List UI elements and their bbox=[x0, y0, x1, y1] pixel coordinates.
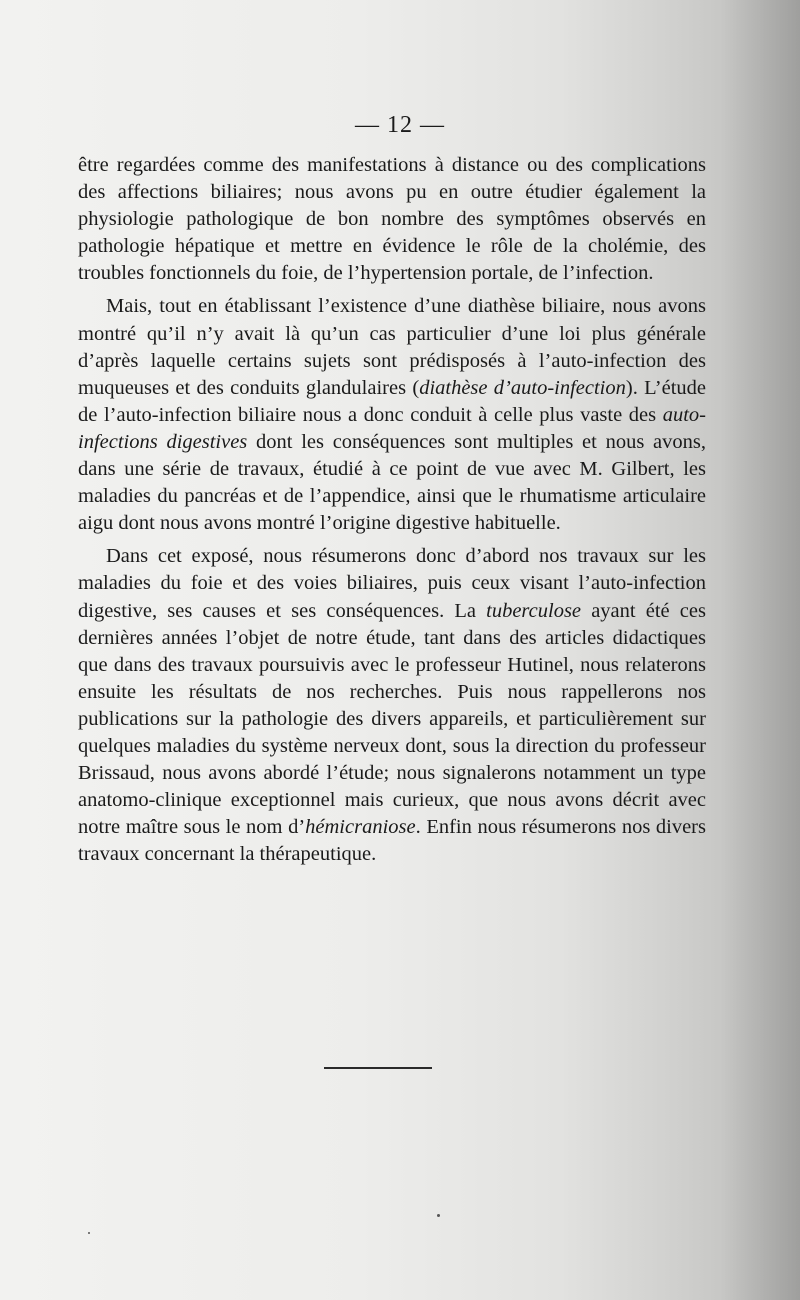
page-edge-shadow bbox=[720, 0, 800, 1300]
italic-term: tuberculose bbox=[486, 599, 582, 622]
page-number: — 12 — bbox=[355, 112, 445, 138]
body-text bbox=[78, 152, 706, 874]
text-run: Dans cet exposé, nous résumerons donc d’abord nos travaux sur les maladies du foie et des voies biliaires, puis ceux visant l’auto-infection digestive, ses causes et ses conséquences. La bbox=[78, 545, 706, 622]
text-run: ayant été ces dernières années l’objet de notre étude, tant dans des articles didactiques que dans des travaux poursuivis avec le professeur Hutinel, nous relaterons ensuite les résultats de nos recherches. Puis nous rappellerons nos publications sur la pathologie des divers appareils, et particulièrement sur quelques maladies du système nerveux dont, sous la direction du professeur Brissaud, nous avons abordé l’étude; nous signalerons notamment un type anatomo-clinique exceptionnel mais curieux, que nous avons décrit avec notre maître sous le nom d’ bbox=[78, 599, 706, 839]
paper-speck bbox=[88, 1232, 90, 1234]
paper-speck bbox=[437, 1214, 440, 1217]
paragraph bbox=[78, 293, 706, 537]
section-end-rule bbox=[324, 1067, 432, 1069]
text-run: ). L’étude de l’auto-infection biliaire nous a donc conduit à celle plus vaste des bbox=[78, 376, 706, 426]
paragraph bbox=[78, 543, 706, 868]
paragraph bbox=[78, 152, 706, 287]
text-run: Mais, tout en établissant l’existence d’une diathèse biliaire, nous avons montré qu’il n’y avait là qu’un cas particulier d’une loi plus générale d’après laquelle certains sujets sont prédisposés à l’auto-infection des muqueuses et des conduits glandulaires ( bbox=[78, 295, 706, 399]
italic-term: auto-infections digestives bbox=[78, 403, 706, 453]
italic-term: diathèse d’auto-infection bbox=[419, 376, 626, 399]
italic-term: hémicraniose bbox=[305, 816, 416, 839]
text-run: . Enfin nous résumerons nos divers travaux concernant la thérapeutique. bbox=[78, 816, 706, 866]
text-run: dont les conséquences sont multiples et nous avons, dans une série de travaux, étudié à ce point de vue avec M. Gilbert, les maladies du pancréas et de l’appendice, ainsi que le rhumatisme articulaire aigu dont nous avons montré l’origine digestive habituelle. bbox=[78, 430, 706, 535]
text-run: être regardées comme des manifestations à distance ou des complications des affections biliaires; nous avons pu en outre étudier également la physiologie pathologique de bon nombre des symptômes observés en pathologie hépatique et mettre en évidence le rôle de la cholémie, des troubles fonctionnels du foie, de l’hypertension portale, de l’infection. bbox=[78, 154, 706, 285]
